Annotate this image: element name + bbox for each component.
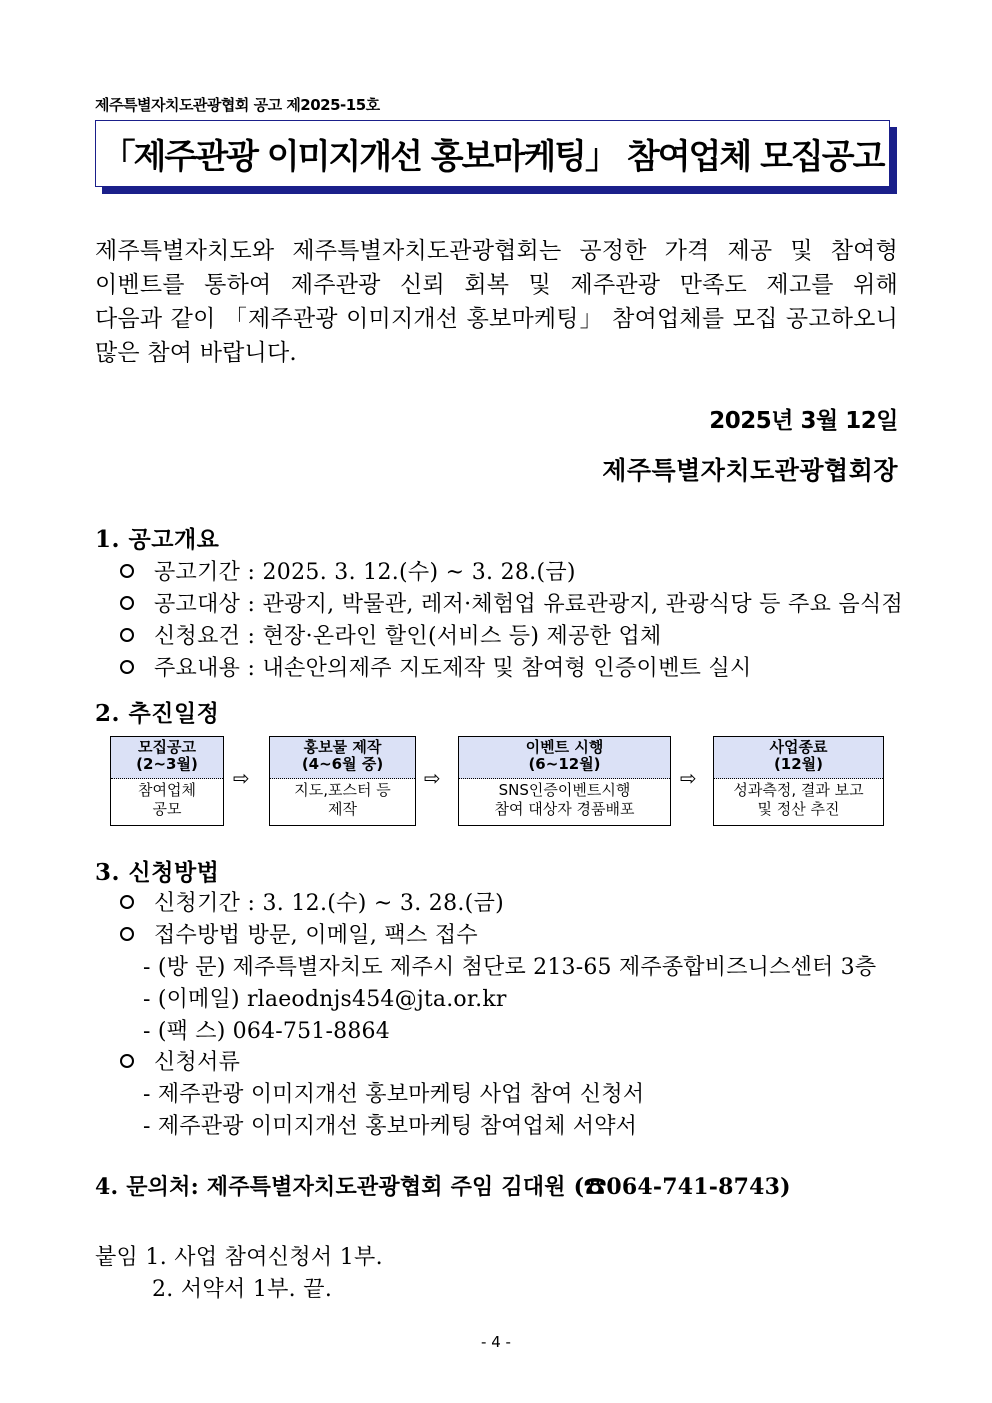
section2-heading: 2. 추진일정 bbox=[95, 700, 220, 727]
page-number: - 4 - bbox=[481, 1333, 511, 1351]
step-desc: 제작 bbox=[328, 800, 357, 818]
step-desc: 지도,포스터 등 bbox=[294, 781, 391, 799]
item-text: 공고대상 : 관광지, 박물관, 레저·체험업 유료관광지, 관광식당 등 주요 음식점 bbox=[154, 592, 904, 617]
circle-bullet-icon bbox=[120, 895, 134, 909]
item-text: 접수방법 방문, 이메일, 팩스 접수 bbox=[154, 923, 478, 948]
schedule-step bbox=[713, 736, 884, 826]
step-period: (4~6월 중) bbox=[301, 755, 384, 773]
title-box bbox=[95, 120, 890, 187]
item-text: 공고기간 : 2025. 3. 12.(수) ~ 3. 28.(금) bbox=[154, 560, 576, 585]
item-text: 신청요건 : 현장·온라인 할인(서비스 등) 제공한 업체 bbox=[154, 624, 662, 649]
intro-paragraph bbox=[95, 234, 898, 370]
circle-bullet-icon bbox=[120, 628, 134, 642]
step-header bbox=[459, 737, 670, 779]
section3-method bbox=[120, 918, 478, 949]
document-item: - 제주관광 이미지개선 홍보마케팅 사업 참여 신청서 bbox=[143, 1082, 645, 1107]
method-item: - (방 문) 제주특별자치도 제주시 첨단로 213-65 제주종합비즈니스센터 3층 bbox=[143, 955, 877, 980]
circle-bullet-icon bbox=[120, 1054, 134, 1068]
schedule-step bbox=[269, 736, 416, 826]
intro-line: 이벤트를 통하여 제주관광 신뢰 회복 및 제주관광 만족도 제고를 위해 bbox=[95, 272, 898, 298]
step-header bbox=[111, 737, 223, 779]
step-title: 모집공고 bbox=[138, 738, 196, 756]
page-title: 「제주관광 이미지개선 홍보마케팅」 참여업체 모집공고 bbox=[101, 137, 884, 177]
section1-item bbox=[120, 555, 576, 586]
step-desc: 공모 bbox=[152, 800, 182, 818]
right-arrow-icon: ⇨ bbox=[680, 766, 697, 790]
attachment-line: 붙임 1. 사업 참여신청서 1부. bbox=[95, 1245, 383, 1270]
step-title: 이벤트 시행 bbox=[525, 738, 604, 756]
step-title: 사업종료 bbox=[769, 738, 828, 756]
step-body bbox=[270, 779, 415, 819]
step-desc: 참여업체 bbox=[138, 781, 196, 799]
step-desc: 성과측정, 결과 보고 bbox=[733, 781, 864, 799]
item-text: 주요내용 : 내손안의제주 지도제작 및 참여형 인증이벤트 실시 bbox=[154, 656, 752, 681]
title-banner bbox=[95, 120, 901, 196]
item-text: 신청기간 : 3. 12.(수) ~ 3. 28.(금) bbox=[154, 891, 505, 916]
step-period: (2~3월) bbox=[136, 755, 198, 773]
section3-documents bbox=[120, 1045, 240, 1076]
right-arrow-icon: ⇨ bbox=[424, 766, 441, 790]
document-number: 제주특별자치도관광협회 공고 제2025-15호 bbox=[95, 96, 380, 114]
step-desc: 참여 대상자 경품배포 bbox=[494, 800, 635, 818]
section1-heading: 1. 공고개요 bbox=[95, 526, 220, 553]
document-item: - 제주관광 이미지개선 홍보마케팅 참여업체 서약서 bbox=[143, 1114, 638, 1139]
circle-bullet-icon bbox=[120, 564, 134, 578]
step-body bbox=[714, 779, 883, 819]
section1-item bbox=[120, 619, 662, 650]
step-desc: SNS인증이벤트시행 bbox=[498, 781, 631, 799]
step-period: (12월) bbox=[773, 755, 824, 773]
signer: 제주특별자치도관광협회장 bbox=[602, 456, 898, 485]
intro-line: 많은 참여 바랍니다. bbox=[95, 340, 297, 366]
section3-heading: 3. 신청방법 bbox=[95, 859, 220, 886]
circle-bullet-icon bbox=[120, 927, 134, 941]
right-arrow-icon: ⇨ bbox=[233, 766, 250, 790]
circle-bullet-icon bbox=[120, 596, 134, 610]
step-body bbox=[459, 779, 670, 819]
section1-item bbox=[120, 651, 752, 682]
step-period: (6~12월) bbox=[528, 755, 601, 773]
method-item: - (이메일) rlaeodnjs454@jta.or.kr bbox=[143, 987, 507, 1012]
step-header bbox=[714, 737, 883, 779]
contact-info: 4. 문의처: 제주특별자치도관광협회 주임 김대원 (☎064-741-8743) bbox=[95, 1174, 791, 1200]
step-header bbox=[270, 737, 415, 779]
section3-period bbox=[120, 886, 504, 917]
attachment-line: 2. 서약서 1부. 끝. bbox=[152, 1277, 333, 1302]
schedule-step bbox=[458, 736, 671, 826]
intro-line: 제주특별자치도와 제주특별자치도관광협회는 공정한 가격 제공 및 참여형 bbox=[95, 238, 898, 264]
announcement-date: 2025년 3월 12일 bbox=[709, 408, 898, 434]
item-text: 신청서류 bbox=[154, 1050, 241, 1075]
step-body bbox=[111, 779, 223, 819]
intro-line: 다음과 같이 「제주관광 이미지개선 홍보마케팅」 참여업체를 모집 공고하오니 bbox=[95, 306, 898, 332]
section1-item bbox=[120, 587, 903, 618]
step-title: 홍보물 제작 bbox=[303, 738, 382, 756]
circle-bullet-icon bbox=[120, 660, 134, 674]
schedule-step bbox=[110, 736, 224, 826]
step-desc: 및 정산 추진 bbox=[757, 800, 840, 818]
method-item: - (팩 스) 064-751-8864 bbox=[143, 1019, 390, 1044]
